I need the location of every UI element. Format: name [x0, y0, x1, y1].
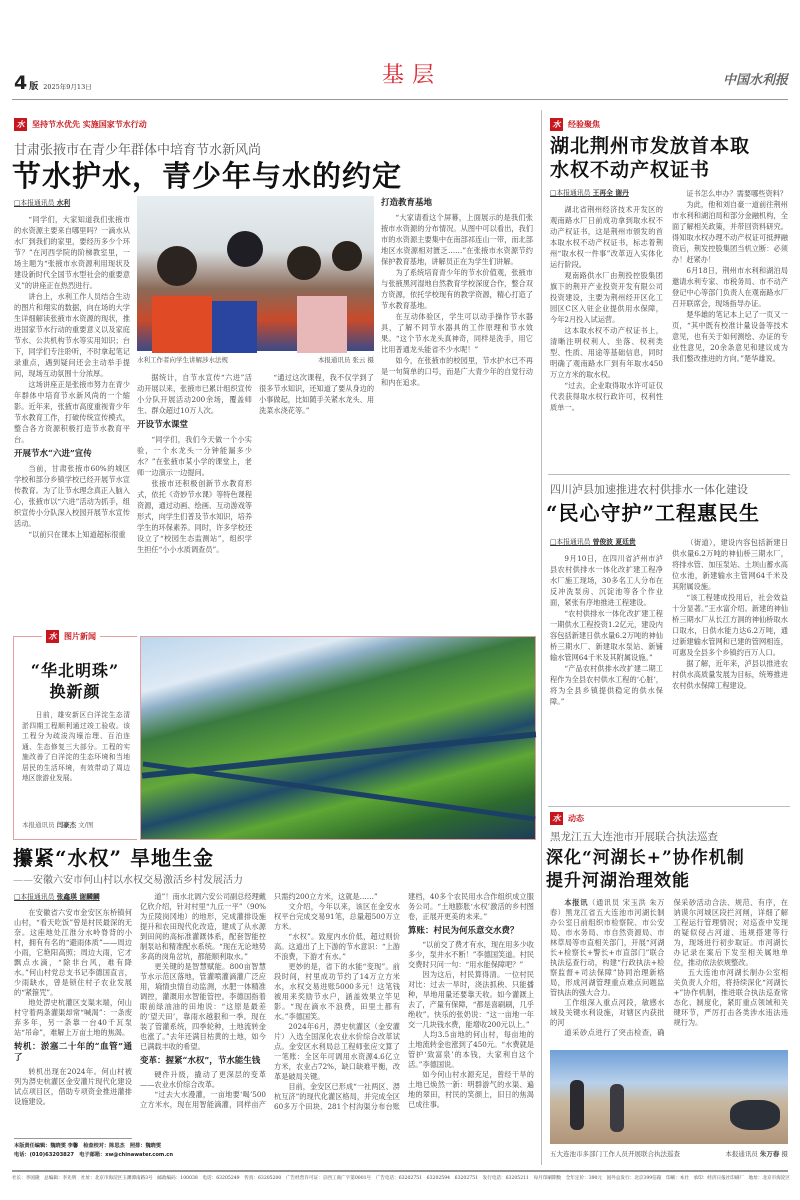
article-column: 打造教育基地 “大家请看这个屏幕，上面展示的是我们张掖市水资源的分布情况。从图中可以看出，我们市的水资源主要集中在南部祁连山一带，而北部地区水资源相对匮乏……”在张掖市水资源节约保护教育基地，讲解员正在为学生们讲解。 为了系统培育青少年的节水价值观，张掖市与张掖黑河湿地自然教育学校深度合作，整合双方资源，依托学校现有的教学资源，精心打造了节水教育基地。 在互动体验区，学生可以动手操作节水器具，了解不同节水器具的工作原理和节水效果。“这个节水龙头真神奇，同样是洗手，用它比用普通龙头能省不少水呢！” 如今，在张掖市的校园里，节水护水已不再是一句简单的口号，而是广大青少年的自觉行动和内在追求。: [381, 198, 533, 387]
subheading: 转机：淤塞二十年的“血管”通了: [14, 1042, 132, 1063]
article-column: “通过这次课程，我不仅学到了很多节水知识，还知道了要从身边的小事做起，比如随手关紧水龙头、用洗菜水浇花等。”: [259, 373, 375, 415]
article-columns: 本报讯（通讯员 宋玉洪 朱万春）黑龙江省五大连池市河湖长制办公室日前组织市检察院、市公安局、市水务局、市自然资源局、市林草局等市直相关部门，开展“河湖长+检察长+警长+市直部门”联合执法巡查行动，构建“行政执法+检察监督+司法保障”协同治理新格局，形成河湖管理重点难点问题监管执法的强大合力。 工作组深入重点河段，敏感水域及关键水利设施，对辖区内获批的河 道采砂点进行了突击检查，确保采砂活动合法、规范、有序，在讷谟尔河城区段拦河闸，详细了解工程运行管理情况；对巡查中发现的疑似侵占河道、违规搭建等行为，现场进行初步取证。市河湖长办记录在案后下发至相关属地单位，推动依法依规整改。 五大连池市河湖长制办公室相关负责人介绍，将持续深化“河湖长+”协作机制，推进联合执法巡查常态化、制度化，紧盯重点领域和关键环节，严厉打击各类涉水违法违规行为。: [550, 898, 788, 1037]
photo-caption: 五大连池市多部门工作人员开展联合执法巡查 本报通讯员 朱万春 摄: [550, 1150, 788, 1158]
byline: □本报通讯员 曾俊波 夏廷贵: [550, 538, 636, 546]
brand-icon: 水: [550, 118, 563, 131]
article-title: 深化“河湖长+”协作机制 提升河湖治理效能: [546, 848, 745, 891]
subheading: 开展节水“六进”宣传: [14, 449, 92, 459]
section-label: 水 动态: [550, 812, 584, 825]
subheading: 变革：握紧“水权”，节水能生钱: [140, 1056, 261, 1066]
article-kicker: 四川泸县加速推进农村供排水一体化建设: [550, 483, 748, 496]
article-kicker: 黑龙江五大连池市开展联合执法巡查: [550, 831, 718, 843]
article-title: “民心守护”工程惠民生: [546, 501, 761, 525]
article-title: 湖北荆州市发放首本取水权不动产权证书: [550, 135, 751, 181]
subheading: 打造教育基地: [381, 198, 433, 208]
divider: [548, 474, 790, 475]
brand-icon: 水: [14, 118, 27, 131]
article-title: 攥紧“水权” 旱地生金: [13, 846, 214, 870]
section-label: 水 坚持节水优先 实施国家节水行动: [14, 118, 147, 131]
brand-icon: 水: [46, 630, 59, 643]
column-divider: [541, 110, 542, 1165]
section-title: 基层: [381, 63, 442, 88]
inspection-photo: [550, 1050, 788, 1144]
article-column: □本报通讯员 曾俊波 夏廷贵 9月10日，在四川省泸州市泸县农村供排水一体化改扩建工程净水厂施工现场，30多名工人分布在反冲洗泵房、沉淀池等各个作业面，紧张有序地推进工程建设。 “农村供排水一体化改扩建工程一期供水工程投资1.2亿元，建设内容包括新建日供水量6.2万吨的神仙桥三期水厂、新建取水泵站、新铺输水管网64千米及其附属设施。” “产品农村供排水改扩建二期工程作为全县农村供水工程的‘心脏’，将为全县乡镇提供稳定的供水保障。”: [550, 538, 663, 706]
footer-imprint: 社长：李国隆 总编辑：李先明 社址：北京市海淀区玉渊潭南路3号 邮政编码：100038 电话：63205249 传真：63205200 广告经营许可证：京西工商广字第0001号 广告电话：63202751 63202594 63202751 发行电话：63205211 每月印刷期数 全年定价：390元 国外总发行：北京399信箱 印刷：本社 承印：经济日报社印刷厂 地址：北京市海淀区: [12, 1176, 790, 1181]
section-label: 水 经验聚焦: [550, 118, 600, 131]
article-column: □本报通讯员 张鑫瑛 谢麟麟 在安徽省六安市金安区东桥镇何山村，“看天吃饭”曾是村民最深的无奈。这座地处江淮分水岭脊背的小村，拥有有名的“避雨体质”——周边小雨，它艳阳高照；周边大雨，它才飘点水滴，“除非台风，难有降水。”何山村党总支书记李德国直言，少雨缺水，曾是锁住村子农业发展的“紧箍咒”。 地处淠史杭灌区支渠末端，何山村守着两条灌渠却常“喊渴”：一条废弃多年，另一条靠一台40千瓦泵站“吊命”，难解上万亩土地的焦渴。 转机：淤塞二十年的“血管”通了 转机出现在2024年。何山村被列为淠史杭灌区金安灌片现代化建设试点项目区，借助专项资金推进灌排设施建设。: [14, 893, 132, 1106]
article-column: 据统计，自节水宣传“六进”活动开展以来，张掖市已累计组织宣传小分队开展活动200余场，覆盖师生、群众超过10万人次。 开设节水课堂 “同学们，我们今天做一个小实验，一个水龙头一分钟能漏多少水？”在张掖市某小学的课堂上，老师一边演示一边提问。 张掖市还积极创新节水教育形式，依托《奇妙节水课》等特色课程资源，通过动画、绘画、互动游戏等形式，向学生们普及节水知识，培养学生的环保素养。同时，许多学校还设立了“校园生态监测站”，组织学生担任“小小水质调查员”。: [137, 373, 253, 554]
section-label: 水 图片新闻: [42, 630, 100, 643]
footer-rule: [12, 1170, 788, 1172]
article-column: □本报通讯员 王再全 谢丹 湖北省荆州经济技术开发区的观南路水厂日前成功拿到取水权不动产权证书，这是荆州市颁发的首本取水权不动产权证书，标志着荆州“取水权一件事”改革迈入实体化运行阶段。 观南路供水厂由荆投控股集团旗下的荆开产业投资开发有限公司投资建设，主要为荆州经开区化工园区C区入驻企业提供用水保障，今年2月投入试运营。 这本取水权不动产权证书上，清晰注明权利人、坐落、权利类型、性质、用途等基础信息，同时明确了观南路水厂到有年取水450万立方米的取水权。 “过去，企业取得取水许可证仅代表获得取水权行政许可，权利性质单一。: [550, 189, 663, 412]
article-column: 证书怎么申办？需要哪些资料？ 为此，他和刘自豪一道前往荆州市水利和湖泊局和部分金融机构，全面了解相关政策，并带回资料研究。得知取水权办理不动产权证可抵押融资后，荆发控股集团当机立断：必须办！赶紧办！ 6月18日，荆州市水利和湖泊局邀请水利专家、市税务局、市不动产登记中心等部门负责人在观南路水厂召开联席会，现场指导办证。 楚华雄的笔记本上记了一页又一页，“其中既有校准计量设备等技术意见，也有关于如何测绘、办证的专业性意见，20余条意见和建议成为我们整改推进的方向。”楚华雄说。: [672, 189, 788, 363]
article-column: □本报通讯员 水利 “同学们，大家知道我们张掖市的水资源主要来自哪里吗？一滴水从水厂到我们的家里，要经历多少个环节？”在河西学院的阶梯教室里，一场主题为“张掖市水资源利用现状及建设新时代全国节水型社会的重要意义”的讲座正在热烈进行。 讲台上，水利工作人员结合生动的图片和翔实的数据，向在场的大学生详细解读张掖市水资源的现状，推进国家节水行动的重要意义以及家庭节水、公共机构节水等实用知识；台下，同学们专注聆听，不时拿起笔记录重点，遇到疑问还会主动举手提问，现场互动氛围十分浓厚。 这场讲座正是张掖市努力在青少年群体中培育节水新风尚的一个缩影。近年来，张掖市高度重视青少年节水教育工作，打破传统宣传模式，整合各方资源积极打造节水教育平台。 开展节水“六进”宣传 当前，甘肃张掖市60%的城区学校和部分乡镇学校已经开展节水宣传教育。为了让节水理念真正入脑入心，张掖市以“六进”活动为抓手，组织宣传小分队深入校园开展节水宣传活动。 “以前只在课本上知道超标很重: [14, 199, 130, 539]
photo-credit: 本报通讯员 闫豪杰 文/图: [22, 821, 94, 829]
page-unit: 版: [29, 82, 39, 92]
article-columns: 道”！南水北调六安公司副总经理戴亿欣介绍，针对村里“九丘一平”（90%为丘陵岗冈地）的地形，完成灌排设施提升和农田现代化改造，建成了从水源到田间的高标准灌溉体系，配套智能控制泵站和精准配水系统。“现在无论地势多高的岗角岔坑，都能顺利取水。” 更关键的是智慧赋能。800亩智慧节水示范区落地，管灌喷灌滴灌广泛应用，墒情虫情自动监测，水肥一体精准调控，灌溉用水智能管控。李德国指着眼前绿油油的田地说：“这原是最差的‘望天田’，靠雨水越狠和一季。现在装了管灌系统，四季轮种，土地流转金也涨了。”去年还满目枯黄的土地，如今已满载丰收的希望。 变革：握紧“水权”，节水能生钱 硬件升级，撬动了更深层的变革——农业水价综合改革。 “过去大水漫灌，一亩地要‘喝’500立方米水，现在用智能滴灌，同样亩产只需约200立方米，这就是……” 文介绍，今年以来，该区在金安水权平台完成交易91笔，总量超500万立方米。 “水权”。致度内水价低，超过则价高。这道出了上下游的节水意识：“上游不浪费，下游才有水。” 更妙的是，省下的水能“变现”。前段时间，村里成功节约了14万立方米水，水权交易进账5000多元！这笔钱被用来奖励节水户，涵盖效果立竿见影。“现在滴水不浪费，田里土都有水。”李德国笑。 2024年6月，淠史杭灌区（金安灌片）入选全国深化农业水价综合改革试点。金安区水利局总工程师张应文算了一笔账：全区年可调用水资源4.6亿立方米，农业占72%，缺口缺难平衡，改革是破局关键。 目前，金安区已形成“一社两区、淠杭互济”的现代化灌区格局，并完成全区60多万个田块、281个村沟渠分布台账建档，40多个农民用水合作组织成立服务公司。“土地膨胀‘水权’激活的乡村图卷，正展开更美的未来。” 算账：村民为何乐意交水费？ “以前交了费才有水，现在用多少收多少，泵井水不断！”李德国笑道。村民交费时只问一句：“用水能保障吧？” 因为这后，村民算得清。一位村民对比：过去一旱时，浇法抓秧、只能播种，旱地用量还要靠天收。如今灌溉上去了，产量有保障，“都是喜刷刷，几乎绝收”。快乐的张奶说：“这一亩地一年交一几块钱水费，能增收200元以上。” 人均3.5亩地的何山村，每亩地的土地流转金也涨到了450元。“水费就是管护‘致富泉’的本钱，大家利自这个活。”李德国说。 如今何山村水源充足，曾经干旱的土地已焕然一新：明群游气的水渠、遍地的翠田，村民的笑颜上，旧日的焦渴已成往事。: [140, 892, 534, 1111]
photo-news-text: 日前，雄安新区白洋淀生态清淤四期工程顺利通过竣工验收。该工程分为疏浚沟壕治理、百泊连通、生态修复三大部分。工程的实施改善了白洋淀的生态环境和当地居民的生活环境，有效带动了周边地区旅游业发展。: [22, 711, 130, 782]
byline: □本报通讯员 水利: [14, 199, 71, 207]
divider: [548, 806, 790, 807]
lake-aerial-photo: [140, 636, 536, 840]
article-column: （街道），建设内容包括新建日供水量6.2万吨的神仙桥三期水厂，将排水管、加压泵站、土坝山蓄水高位水池，新建输水主管网64千米及其附属设施。 “该工程建成投用后，社会效益十分显著。”王水富介绍。新建的神仙桥三期水厂从长江方洞的神仙桥取水口取水，日供水能力达6.2万吨，通过新建输水管网和已建的管网相连，可惠及全县多个乡镇约百万人口。 据了解，近年来，泸县以推进农村供水高质量发展为目标，统筹推进农村供水保障工程建设。: [672, 538, 788, 690]
photo-news-title: “华北明珠” 换新颜: [30, 661, 120, 701]
article-kicker: 甘肃张掖市在青少年群体中培育节水新风尚: [14, 143, 262, 158]
masthead: [12, 58, 788, 100]
photo-caption: 水利工作者向学生讲解涉水法规 本报通讯员 张云 摄: [137, 356, 374, 364]
students-photo: [137, 196, 374, 351]
brand-icon: 水: [550, 812, 563, 825]
article-title: 节水护水，青少年与水的约定: [12, 159, 403, 193]
byline: □本报通讯员 王再全 谢丹: [550, 189, 629, 197]
page-number: 4: [14, 72, 28, 94]
byline: □本报通讯员 张鑫瑛 谢麟麟: [14, 893, 100, 901]
paper-logo: 中国水利报: [722, 73, 788, 88]
issue-date: 2025年9月13日: [43, 83, 92, 91]
subheading: 开设节水课堂: [137, 420, 189, 430]
subheading: 算账：村民为何乐意交水费？: [408, 926, 519, 936]
editor-info: 本版责任编辑：魏晓雯 李馨 检查校对：陈思杰 照排：魏晓雯 电话：(010)63203827 电子邮箱：xw@chinawater.com.cn: [14, 1138, 132, 1160]
article-subtitle: ——安徽六安市何山村以水权交易激活乡村发展活力: [13, 875, 243, 886]
